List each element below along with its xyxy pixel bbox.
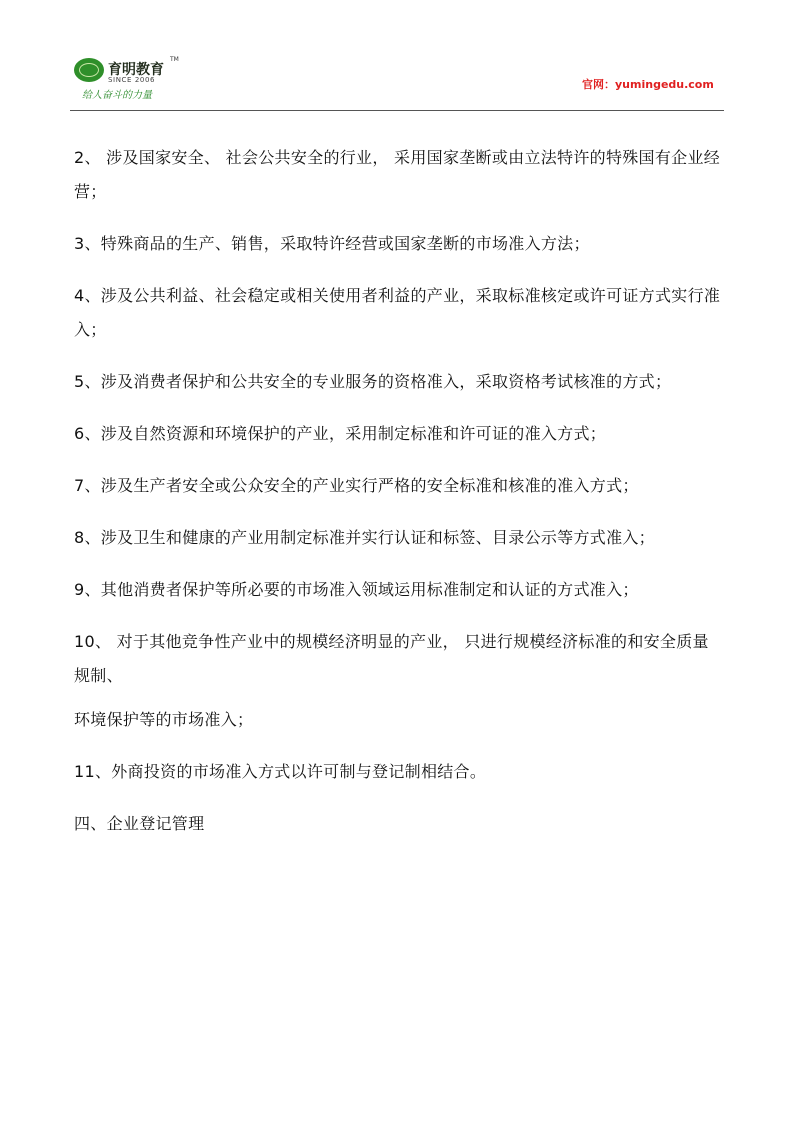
clause-10-continued: 环境保护等的市场准入； — [74, 710, 254, 729]
clause-4: 4、涉及公共利益、社会稳定或相关使用者利益的产业，采取标准核定或许可证方式实行准入； — [74, 286, 721, 339]
clause-11: 11、外商投资的市场准入方式以许可制与登记制相结合。 — [74, 762, 487, 781]
clause-5: 5、涉及消费者保护和公共安全的专业服务的资格准入，采取资格考试核准的方式； — [74, 372, 672, 391]
logo-slogan: 给人奋斗的力量 — [82, 90, 152, 101]
section-heading-4: 四、企业登记管理 — [74, 814, 205, 833]
clause-6: 6、涉及自然资源和环境保护的产业，采用制定标准和许可证的准入方式； — [74, 424, 607, 443]
clause-3: 3、特殊商品的生产、销售，采取特许经营或国家垄断的市场准入方法； — [74, 234, 590, 253]
logo-trademark: TM — [170, 56, 179, 63]
clause-2: 2、 涉及国家安全、 社会公共安全的行业， 采用国家垄断或由立法特许的特殊国有企业经营； — [74, 148, 721, 201]
header-divider — [70, 110, 724, 111]
page-header — [0, 0, 794, 112]
clause-10: 10、 对于其他竞争性产业中的规模经济明显的产业， 只进行规模经济标准的和安全质量规制、 — [74, 632, 709, 685]
clause-8: 8、涉及卫生和健康的产业用制定标准并实行认证和标签、目录公示等方式准入； — [74, 528, 655, 547]
logo-since: SINCE 2006 — [108, 76, 156, 84]
clause-9: 9、其他消费者保护等所必要的市场准入领域运用标准制定和认证的方式准入； — [74, 580, 639, 599]
logo-name: 育明教育 — [108, 62, 164, 78]
yuming-logo — [74, 54, 194, 102]
clause-7: 7、涉及生产者安全或公众安全的产业实行严格的安全标准和核准的准入方式； — [74, 476, 639, 495]
official-website: 官网：yumingedu.com — [582, 78, 714, 91]
leaf-emblem-icon — [74, 58, 104, 82]
document-body — [74, 141, 724, 859]
